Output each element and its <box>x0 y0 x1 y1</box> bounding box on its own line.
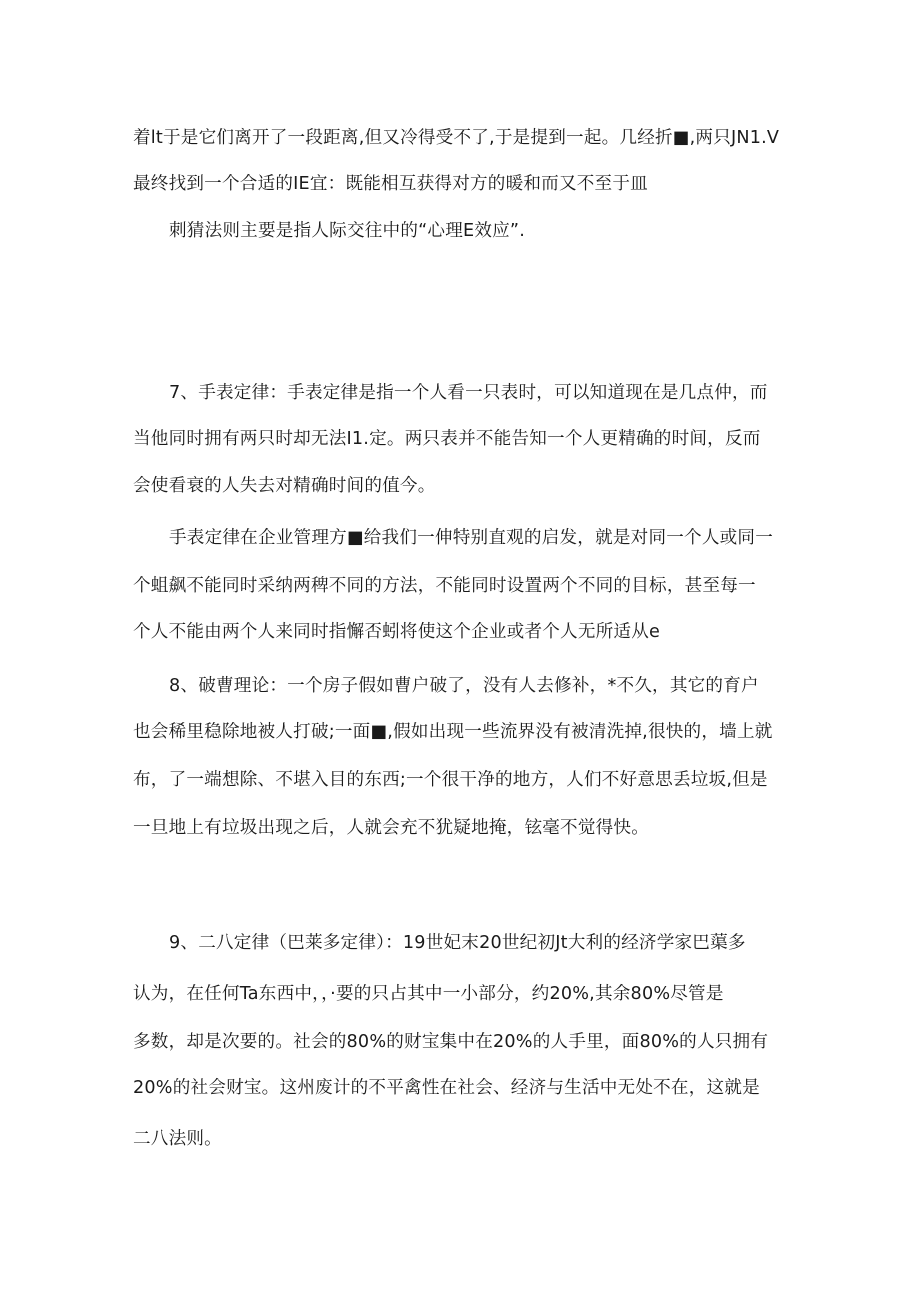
text-line: 刺猜法则主要是指人际交往中的“心理E效应”. <box>169 221 526 241</box>
text-line: 着lt于是它们离开了一段距离,但又冷得受不了,于是提到一起。几经折■,两只JN1.V <box>133 128 780 148</box>
text-line: 二八法则。 <box>133 1129 222 1149</box>
text-line: 会使看衰的人失去对精确时间的值今。 <box>133 476 436 496</box>
text-line: 多数，却是次要的。社会的80%的财宝集中在20%的人手里，面80%的人只拥有 <box>133 1032 769 1052</box>
text-line: 当他同时拥有两只时却无法I1.定。两只表并不能告知一个人更精确的时间，反而 <box>133 429 761 449</box>
text-line: 认为，在任何Ta东西中，，·要的只占其中一小部分，约20%,其余80%尽管是 <box>133 984 724 1004</box>
section-heading-line: 9、二八定律（巴莱多定律）：19世妃末20世纪初Jt大利的经济学家巴蕖多 <box>169 933 746 953</box>
text-line: 也会稀里稳除地被人打破;一面■,假如出现一些流界没有被清洗掉,很快的，墙上就 <box>133 722 773 742</box>
section-heading-line: 8、破曹理论：一个房子假如曹户破了，没有人去修补，*不久，其它的育户 <box>169 676 759 696</box>
text-line: 布，了一端想除、不堪入目的东西;一个很干净的地方，人们不好意思丢垃坂,但是 <box>133 770 768 790</box>
text-line: 个蛆飙不能同时采纳两稗不同的方法，不能同时设置两个不同的目标，甚至每一 <box>133 576 756 596</box>
section-heading-line: 7、手表定律：手表定律是指一个人看一只表时，可以知道现在是几点仲，而 <box>169 383 768 403</box>
text-line: 最终找到一个合适的IE宜：既能相互获得对方的暖和而又不至于皿 <box>133 174 648 194</box>
text-line: 一旦地上有垃圾出现之后，人就会充不犹疑地掩，铉毫不觉得快。 <box>133 818 650 838</box>
text-line: 手表定律在企业管理方■给我们一伸特别直观的启发，就是对同一个人或同一 <box>169 528 774 548</box>
text-line: 20%的社会财宝。这州废计的不平禽性在社会、经济与生活中无处不在，这就是 <box>133 1078 760 1098</box>
text-line: 个人不能由两个人来同时指懈否蚓将使这个企业或者个人无所适从e <box>133 622 661 642</box>
